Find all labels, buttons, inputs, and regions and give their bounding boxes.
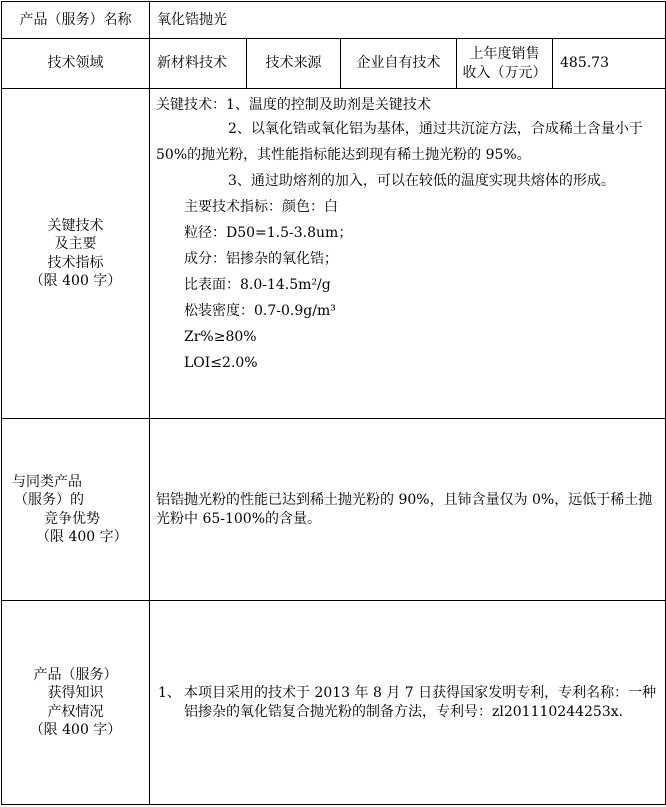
- last-year-sales-label: [457, 39, 553, 89]
- key-spec-line: 比表面：8.0-14.5m²/g: [184, 277, 331, 293]
- key-spec-line: 主要技术指标：颜色：白: [184, 199, 338, 215]
- ip-status-content: [150, 601, 666, 805]
- key-tech-label: [2, 89, 150, 419]
- key-spec-line: Zr%≥80%: [184, 329, 257, 345]
- ip-item-number: 1、: [158, 685, 181, 702]
- key-tech-label-line3: 技术指标: [47, 254, 104, 271]
- row-tech-field: [2, 39, 666, 89]
- product-info-table: [1, 1, 666, 805]
- advantage-label-line1: 与同类产品: [12, 474, 82, 491]
- advantage-label-line2: （服务）的: [14, 492, 84, 509]
- key-tech-line: 50%的抛光粉，其性能指标能达到现有稀土抛光粉的 95%。: [156, 147, 531, 163]
- key-spec-line: 粒径：D50=1.5-3.8um；: [184, 225, 353, 241]
- key-tech-line: 2、以氧化锆或氧化铝为基体，通过共沉淀方法，合成稀土含量小于: [228, 121, 643, 137]
- product-name-value: 氧化锆抛光: [150, 2, 666, 39]
- key-tech-line: 3、通过助熔剂的加入，可以在较低的温度实现共熔体的形成。: [228, 173, 615, 189]
- advantage-label-line3: 竞争优势: [44, 510, 100, 527]
- ip-status-label: [2, 601, 150, 805]
- key-tech-label-line1: 关键技术: [47, 218, 104, 235]
- product-name-label: 产品（服务）名称: [2, 2, 150, 39]
- key-spec-line: LOI≤2.0%: [184, 355, 258, 371]
- ip-label-line4: （限 400 字）: [29, 721, 122, 738]
- advantage-label-line4: （限 400 字）: [36, 528, 128, 545]
- key-tech-label-line4: （限 400 字）: [29, 272, 122, 289]
- key-spec-line: 成分：铝掺杂的氧化锆；: [184, 251, 338, 267]
- sales-label-line2: 收入（万元）: [462, 64, 547, 81]
- ip-label-line1: 产品（服务）: [33, 667, 118, 684]
- key-tech-label-line2: 及主要: [54, 236, 97, 253]
- sales-label-line1: 上年度销售: [469, 46, 540, 63]
- key-tech-content: [150, 89, 666, 419]
- advantage-label: [2, 419, 150, 601]
- ip-label-line2: 获得知识: [47, 685, 104, 702]
- ip-label-line3: 产权情况: [47, 703, 104, 720]
- last-year-sales-value: 485.73: [553, 39, 666, 89]
- advantage-content: 铝锆抛光粉的性能已达到稀土抛光粉的 90%，且铈含量仅为 0%，远低于稀土抛光粉中 65-100%的含量。: [150, 419, 666, 601]
- ip-item-1: [158, 684, 659, 720]
- tech-source-label: 技术来源: [247, 39, 341, 89]
- ip-item-text: 本项目采用的技术于 2013 年 8 月 7 日获得国家发明专利，专利名称：一种铝掺杂的氧化锆复合抛光粉的制备方法，专利号：zl201110244253x.: [184, 685, 657, 720]
- key-tech-line: 关键技术：1、温度的控制及助剂是关键技术: [156, 97, 431, 113]
- row-competitive-advantage: [2, 419, 666, 601]
- tech-field-value: 新材料技术: [150, 39, 247, 89]
- tech-field-label: 技术领域: [2, 39, 150, 89]
- row-ip-status: [2, 601, 666, 805]
- tech-source-value: 企业自有技术: [341, 39, 457, 89]
- key-spec-line: 松装密度：0.7-0.9g/m³: [184, 303, 336, 319]
- row-key-tech: [2, 89, 666, 419]
- row-product-name: [2, 2, 666, 39]
